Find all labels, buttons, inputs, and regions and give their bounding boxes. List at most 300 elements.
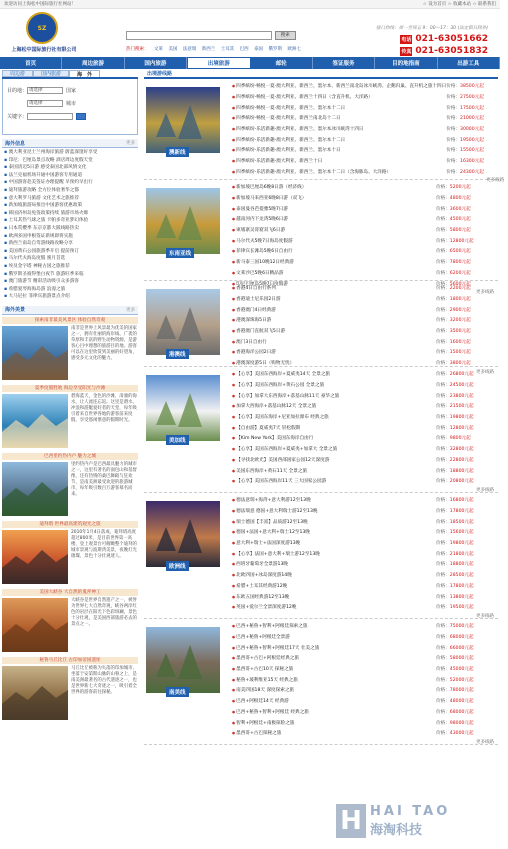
main-nav [0,57,500,69]
section-heading: 出境游线路 [144,70,498,79]
tour-price: 价格：17500元起 [446,105,484,111]
news-item[interactable]: ▪ 印尼：巴厘岛景点攻略 酒店周边度假天堂 [4,157,136,165]
feature-description: 2010年1月4日落成，迪拜塔高度超过800米，是目前世界第一高楼，登上观景台可俯瞰整个迪拜的城市景观与波斯湾美景，夜晚灯光璀璨，景色十分壮观迷人。 [71,529,137,559]
hot-search-link[interactable]: 法意瑞 [182,47,197,52]
keyword-input[interactable] [27,113,73,120]
tour-name[interactable]: ● 四季缤纷-乐活新趣-澳大利亚、新西兰十日 [232,158,446,164]
tour-name[interactable]: ● 印尼巴厘岛5晚7日度假游 [232,281,436,287]
feature-title[interactable]: 夏季度假胜地 海边享受阳光与沙滩 [2,385,138,392]
tour-price: 价格：26800元起 [436,372,474,378]
tour-price: 价格：6200元起 [436,270,471,276]
tour-list [222,81,508,184]
tour-row[interactable] [232,336,498,347]
news-item[interactable]: ▪ 新加坡旅游局推出中国游客优惠政策 [4,202,136,210]
news-item[interactable]: ▪ 土耳其热气球之旅 卡帕多奇亚梦幻体验 [4,217,136,225]
news-item[interactable]: ▪ 俄罗斯圣彼得堡白夜节 旅游旺季来临 [4,271,136,279]
news-list [2,148,138,302]
tour-sections [144,79,505,745]
tour-price: 价格：15600元起 [436,530,474,536]
tour-row[interactable] [232,102,508,113]
tour-row[interactable] [232,193,498,204]
company-name: 上海松中国际旅行社有限公司 [11,47,77,53]
more-routes-link[interactable]: 更多线路 [476,613,494,619]
tour-price: 价格：18500元起 [436,519,474,525]
tour-name[interactable]: ● 美国东西海岸+黄石11天 全景之旅 [232,468,436,474]
tour-name[interactable]: ● 加拿大西海岸+落基山脉12天 全景之旅 [232,403,436,409]
tour-price: 价格：98000元起 [436,720,474,726]
tour-price: 价格：19800元起 [436,415,474,421]
tour-name[interactable]: ● 智利+阿根廷+南极探险之旅 [232,720,436,726]
more-routes-link[interactable]: 更多线路 [476,289,494,295]
tour-row[interactable] [232,347,498,358]
tour-name[interactable]: ● 四季缤纷-畅悦一夏-澳大利亚、新西兰、墨尔本十二日 [232,105,446,111]
search-input[interactable] [126,31,272,40]
tour-search-form: 目的地： 请选择 国家 请选择 城市 关键字： [2,79,138,135]
more-routes-link[interactable]: 更多线路 [476,487,494,493]
tour-price: 价格：19500元起 [436,605,474,611]
tour-name[interactable]: ● 【Kim New York】美国东海岸自由行 [232,435,436,441]
tour-price: 价格：32800元起 [436,447,474,453]
tour-row[interactable] [232,304,498,315]
tour-price: 价格：12800元起 [436,238,474,244]
feature-photo[interactable] [2,598,68,652]
feature-photo[interactable] [2,326,68,380]
tour-row[interactable] [232,412,498,423]
feature-title[interactable]: 迪拜塔 世界最高建筑观光之旅 [2,521,138,528]
tour-price: 价格：17800元起 [436,583,474,589]
fax-number: 传真 021-63051832 [401,46,488,56]
tour-row[interactable] [232,548,498,559]
tour-price: 价格：23800元起 [436,393,474,399]
tour-price: 价格：18800元起 [436,562,474,568]
news-item[interactable]: ▪ 新西兰南岛自驾游线路攻略分享 [4,240,136,248]
tour-name[interactable]: ● 【心享】加拿大东西海岸+落基山脉11天 豪华之旅 [232,393,436,399]
tour-name[interactable]: ● 四季缤纷-畅悦一夏-澳大利亚、新西兰南北岛十二日 [232,115,446,121]
nav-cruise[interactable]: 邮轮 [251,57,313,69]
tour-price: 价格：5800元起 [436,228,471,234]
search-tabs [2,70,138,79]
hot-searches [126,46,305,52]
tour-price: 价格：21500元起 [436,404,474,410]
more-routes-link[interactable]: 更多线路 [476,369,494,375]
tour-name[interactable]: ● 巴西+秘鲁+阿根廷全景游 [232,634,436,640]
search-bar [126,31,296,40]
tour-row[interactable] [232,717,498,728]
tour-name[interactable]: ● 德法意瑞+海湾+意大利游12至13晚 [232,497,436,503]
tour-row[interactable] [232,696,498,707]
tour-name[interactable]: ● 巴西+秘鲁+智利+阿根廷17天 壮美之旅 [232,645,436,651]
tour-row[interactable] [232,390,498,401]
tour-row[interactable] [232,422,498,433]
tour-row[interactable] [232,326,498,337]
news-item[interactable]: ▪ 法兰克福机场开通中国游客专用通道 [4,172,136,180]
feature-item [2,589,138,655]
tour-row[interactable] [232,621,498,632]
search-go-button[interactable] [76,113,86,120]
route-label[interactable]: 东南亚线 [166,248,194,258]
tour-row[interactable] [232,268,498,279]
tour-price: 价格：1600元起 [436,339,471,345]
nav-nearby-tours[interactable]: 周边旅游 [62,57,124,69]
tour-price: 价格：5600元起 [436,281,471,287]
hot-search-link[interactable]: 巴西 [239,47,249,52]
route-label[interactable]: 澳新线 [166,147,189,157]
tab-domestic[interactable]: 国内旅游 [33,70,69,77]
news-more-link[interactable]: 更多 [126,141,135,146]
feature-title[interactable]: 美国大峡谷 大自然的鬼斧神工 [2,589,138,596]
tour-name[interactable]: ● 港澳深珠海5日游 [232,317,436,323]
destination-photo[interactable] [146,87,220,153]
news-item[interactable]: ▪ 欧洲多国申根签证新规即将实施 [4,233,136,241]
destination-photo[interactable] [146,627,220,693]
tour-name[interactable]: ● 秘鲁+玻利维亚15天 经典之旅 [232,677,436,683]
feature-description: 碧海蓝天，金色的沙滩，清澈的海水，让人流连忘返。这里是潜水、冲浪和游艇爱好者的天堂，每年吸引着来自世界各地的游客前来度假，享受悠闲惬意的假期时光。 [71,393,137,423]
tour-row[interactable] [232,538,498,549]
tab-nearby[interactable]: 周边游 [2,70,33,77]
tour-name[interactable]: ● 北欧四国+冰岛深度游14晚 [232,572,436,578]
tour-name[interactable]: ● 四季缤纷-畅悦一夏-澳大利亚、新西兰、墨尔本、新西兰南北岛冰川峡湾、企鹅归巢、直升机之旅十四日 [232,83,446,89]
tour-row[interactable] [232,728,498,739]
tour-row[interactable] [232,156,508,167]
country-select[interactable]: 请选择 [27,87,63,94]
hot-search-link[interactable]: 欧洲七 [287,47,301,52]
tour-name[interactable]: ● 【自由游】夏威夷7天 轻松假期 [232,425,436,431]
tour-price: 价格：3500元起 [436,329,471,335]
top-bar [0,0,500,9]
feature-photo[interactable] [2,530,68,584]
tour-price: 价格：43000元起 [436,731,474,737]
nav-visa[interactable]: 签证服务 [313,57,375,69]
tour-price: 价格：18800元起 [436,468,474,474]
tour-row[interactable] [232,707,498,718]
tour-name[interactable]: ● 【心享】美国东西海岸+夏威夷14天 全景之旅 [232,371,436,377]
tour-name[interactable]: ● 泰国曼谷芭提雅5晚7日游 [232,206,436,212]
hot-search-link[interactable]: 文莱 [153,47,163,52]
tour-section [144,493,498,619]
tour-row[interactable] [232,401,498,412]
tour-name[interactable]: ● 墨西哥+古巴+阿根廷经典之旅 [232,655,436,661]
hot-search-link[interactable]: 美国 [168,47,178,52]
tour-row[interactable] [232,642,498,653]
tour-name[interactable]: ● 香港澳门直航双飞5日游 [232,328,436,334]
tour-price: 价格：3200元起 [436,318,471,324]
tour-name[interactable]: ● 柬埔寨吴哥窟双飞6日游 [232,227,436,233]
tour-name[interactable]: ● 菲律宾长滩岛5晚6日自由行 [232,248,436,254]
tour-name[interactable]: ● 马尔代夫5晚7日海岛度假游 [232,238,436,244]
tour-name[interactable]: ● 【寻找北欧光】美国西部国家公园12天深度游 [232,457,436,463]
tour-name[interactable]: ● 英国+爱尔兰全景深度游12晚 [232,604,436,610]
tour-row[interactable] [232,455,498,466]
phone-icon: 电话 [401,36,412,43]
news-title: 海外信息 [5,140,26,147]
left-column [2,70,138,723]
features-list [2,317,138,723]
right-column [144,70,505,745]
news-item[interactable]: ▪ 澳大利亚昆士兰州海岸旅游 蔚蓝深邃好享受 [4,149,136,157]
tour-price: 价格：17800元起 [436,509,474,515]
tour-name[interactable]: ● 四季缤纷-畅悦一夏-澳大利亚、新西兰十四日（含直升机、大洋路） [232,94,446,100]
tour-list [222,621,498,745]
hot-search-link[interactable]: 新西兰 [201,47,216,52]
nav-domestic-tours[interactable]: 国内旅游 [125,57,187,69]
feature-title[interactable]: 探索南非最美风景区 体验自然奇观 [2,317,138,324]
tour-row[interactable] [232,113,508,124]
tour-row[interactable] [232,214,498,225]
tour-price: 价格：4800元起 [436,196,471,202]
tour-price: 价格：6500元起 [436,249,471,255]
tour-price: 价格：75000元起 [436,624,474,630]
tour-row[interactable] [232,476,498,487]
tour-price: 价格：68000元起 [436,635,474,641]
tour-row[interactable] [232,465,498,476]
nav-home[interactable]: 首页 [0,57,62,69]
destination-photo[interactable] [146,501,220,567]
tour-name[interactable]: ● 香港海洋公园2日游 [232,349,436,355]
tour-row[interactable] [232,294,498,305]
tour-row[interactable] [232,581,498,592]
tour-name[interactable]: ● 香港4日自由行系列 [232,285,436,291]
tour-price: 价格：78000元起 [436,688,474,694]
logo-emblem: SZ [26,12,58,44]
destination-photo[interactable] [146,375,220,441]
tour-price: 价格：16800元起 [436,498,474,504]
tour-row[interactable] [232,145,508,156]
route-label[interactable]: 港澳线 [166,349,189,359]
tour-section [144,367,498,493]
news-item[interactable]: ▪ 埃及金字塔 神秘古国之旅推荐 [4,263,136,271]
more-routes-link[interactable]: 更多线路 [486,178,505,184]
tour-row[interactable] [232,570,498,581]
tour-row[interactable] [232,591,498,602]
news-item[interactable]: ▪ 中国游客赴美签证办理提醒 早预约早出行 [4,179,136,187]
tour-name[interactable]: ● 西班牙葡萄牙全景游13晚 [232,561,436,567]
tour-name[interactable]: ● 瑞士德国【丰富】品质游12至13晚 [232,519,436,525]
tour-row[interactable] [232,134,508,145]
feature-title[interactable]: 巴西里约热内卢 魅力之城 [2,453,138,460]
tour-price: 价格：9800元起 [436,436,471,442]
news-item[interactable]: ▪ 迪拜旅游攻略 全方位体验奢华之都 [4,187,136,195]
tour-price: 价格：4500元起 [436,217,471,223]
welcome-text: 欢迎访问上海松中国际旅行社网站！ [4,2,76,7]
more-routes-link[interactable]: 更多线路 [476,739,494,745]
nav-destination-guide[interactable]: 目的地指南 [375,57,437,69]
tour-price: 价格：12800元起 [436,425,474,431]
news-item[interactable]: ▪ 泰国清迈5日游 感受泰国北部风情文化 [4,164,136,172]
feature-photo[interactable] [2,666,68,720]
news-item[interactable]: ▪ 澳门旅游节 精彩活动吸引众多游客 [4,278,136,286]
tab-overseas[interactable]: 海 外 [69,70,100,77]
tour-name[interactable]: ● 文莱沙巴5晚6日精品游 [232,270,436,276]
feature-photo[interactable] [2,394,68,448]
tour-name[interactable]: ● 香港澳门4日经典游 [232,307,436,313]
tour-section [144,79,505,184]
tour-name[interactable]: ● 【心享】美国东西海岸11天 三大国家公园游 [232,478,436,484]
tour-name[interactable]: ● 港澳深度游5日（购物无忧） [232,360,436,366]
news-item[interactable]: ▪ 美国黄石公园旅游季开启 提前预订 [4,248,136,256]
search-button[interactable]: 搜索 [275,31,296,40]
tour-name[interactable]: ● 香港迪士尼乐园2日游 [232,296,436,302]
feature-item [2,385,138,451]
tour-list [222,369,498,493]
tour-name[interactable]: ● 【心享】美国东西海岸+黄石公园 全景之旅 [232,382,436,388]
tour-price: 价格：48000元起 [436,699,474,705]
feature-item [2,317,138,383]
feature-title[interactable]: 秘鲁马丘比丘 古印加帝国遗址 [2,657,138,664]
news-item[interactable]: ▪ 大马尼拉 菲律宾旅游景点介绍 [4,293,136,301]
tour-row[interactable] [232,182,498,193]
tour-name[interactable]: ● 四季缤纷-乐活新趣-澳大利亚、新西兰、墨尔本冰川峡湾十四日 [232,126,446,132]
tour-name[interactable]: ● 四季缤纷-乐活新趣-澳大利亚、新西兰、墨尔本十二日 [232,137,446,143]
tour-name[interactable]: ● 【心享】美国东西海岸+夏威夷+加拿大 全景之旅 [232,446,436,452]
news-item[interactable]: ▪ 意大利罗马旅游 文化艺术之旅推荐 [4,195,136,203]
news-item[interactable]: ▪ 韩国济州岛免签政策持续 旅游市场火爆 [4,210,136,218]
tour-row[interactable] [232,516,498,527]
tour-price: 价格：27500元起 [446,95,484,101]
features-title: 海外美景 [5,307,26,314]
route-label[interactable]: 美加线 [166,435,189,445]
tour-price: 价格：2900元起 [436,307,471,313]
keyword-label: 关键字： [7,114,28,120]
hot-search-link[interactable]: 土耳其 [220,47,235,52]
tour-row[interactable] [232,495,498,506]
feature-item [2,453,138,519]
logo[interactable] [4,12,82,52]
tour-name[interactable]: ● 巴西+秘鲁+智利+阿根廷探索之旅 [232,623,436,629]
news-item[interactable]: ▪ 希腊爱琴海海岛游 浪漫之旅 [4,286,136,294]
city-select[interactable]: 请选择 [27,100,63,107]
tour-name[interactable]: ● 新马泰三国10晚12日经典游 [232,259,436,265]
tour-row[interactable] [232,257,498,268]
route-label[interactable]: 欧洲线 [166,561,189,571]
tour-row[interactable] [232,380,498,391]
tour-name[interactable]: ● 德法瑞意 德国+意大利瑞士游12至13晚 [232,508,436,514]
tour-price: 价格：68000元起 [436,709,474,715]
tour-price: 价格：22800元起 [436,457,474,463]
tour-price: 价格：15500元起 [446,148,484,154]
header [0,9,500,57]
tour-row[interactable] [232,203,498,214]
feature-item [2,657,138,723]
tour-name[interactable]: ● 新加坡巴厘岛6晚8日游（经济线） [232,184,436,190]
feature-item [2,521,138,587]
tour-list [222,495,498,619]
tour-price: 价格：20800元起 [436,479,474,485]
tour-row[interactable] [232,225,498,236]
feature-description: 南非是世界上风景最为优美的国家之一，拥有壮丽的海岸线、广袤的草原和丰富的野生动物资源，是游客心目中理想的旅游目的地。游客可以在这里欣赏到美丽的好望角，感受多元文化的魅力。 [71,325,137,361]
news-box-header [2,139,138,148]
destination-photo[interactable] [146,289,220,355]
fax-icon: 传真 [401,48,412,55]
hot-search-link[interactable]: 俄罗斯 [268,47,282,52]
hot-search-link[interactable]: 泰国 [254,47,264,52]
tour-price: 价格：66000元起 [436,645,474,651]
tour-name[interactable]: ● 东欧五国经典游12至13晚 [232,594,436,600]
tour-row[interactable] [232,559,498,570]
destination-label: 目的地： [7,88,28,94]
feature-description: 大峡谷是世界自然遗产之一，被誉为世界七大自然奇观，峡谷两岸红色的岩层在阳光下色彩斑斓，景色十分壮观，是美国西部旅游必去的景点之一。 [71,597,137,627]
tour-row[interactable] [232,664,498,675]
tour-row[interactable] [232,527,498,538]
destination-photo[interactable] [146,188,220,254]
tour-name[interactable]: ● 墨西哥+古巴10天 探秘之旅 [232,666,436,672]
tour-row[interactable] [232,167,508,178]
tour-row[interactable] [232,369,498,380]
nav-outbound-tours[interactable]: 出境旅游 [187,57,250,69]
tour-row[interactable] [232,674,498,685]
tour-name[interactable]: ● 澳门3日自由行 [232,339,436,345]
tour-row[interactable] [232,685,498,696]
tour-name[interactable]: ● 【心享】法国+意大利+瑞士游12至13晚 [232,551,436,557]
tour-price: 价格：2200元起 [436,286,471,292]
tour-row[interactable] [232,283,498,294]
tour-section [144,619,498,745]
tour-price: 价格：52000元起 [436,677,474,683]
tour-price: 价格：1500元起 [436,350,471,356]
tour-name[interactable]: ● 巴西+阿根廷14天 经典游 [232,698,436,704]
tour-row[interactable] [232,124,508,135]
tour-name[interactable]: ● 四季缤纷-乐活新趣-澳大利亚、新西兰、墨尔本十二日（含海豚岛、大洋路） [232,169,446,175]
tour-row[interactable] [232,444,498,455]
tour-price: 价格：58000元起 [436,656,474,662]
tour-row[interactable] [232,632,498,643]
tour-price: 价格：21000元起 [446,116,484,122]
tour-price: 价格：19500元起 [446,137,484,143]
news-item[interactable]: ▪ 马尔代夫海岛度假 蜜月首选 [4,255,136,263]
features-more-link[interactable]: 更多 [126,307,135,313]
feature-description: 马丘比丘被称为失落的印加城市，坐落于安第斯山脉的山脊之上，是南美洲最著名的古代遗迹之一，也是世界新七大奇迹之一，吸引着全世界的游客前往探秘。 [71,665,137,695]
tour-row[interactable] [232,653,498,664]
tour-name[interactable]: ● 意大利+瑞士+法国深度游13晚 [232,540,436,546]
tour-name[interactable]: ● 德国+法国+意大利+瑞士12至13晚 [232,529,436,535]
tour-row[interactable] [232,315,498,326]
tour-row[interactable] [232,246,498,257]
tour-price: 价格：28500元起 [436,573,474,579]
tour-row[interactable] [232,506,498,517]
watermark-en: HAI TAO [370,804,451,819]
tour-name[interactable]: ● 墨西哥+古巴探秘之旅 [232,730,436,736]
tour-price: 价格：24500元起 [436,383,474,389]
tour-name[interactable]: ● 【心享】美国东海岸+尼亚加拉瀑布 经典之旅 [232,414,436,420]
tour-row[interactable] [232,602,498,613]
top-links[interactable]: ☆ 设为首页 ☆ 收藏本站 ☆ 联系我们 [422,2,496,7]
tour-price: 价格：38500元起 [446,84,484,90]
tour-price: 价格：1800元起 [436,297,471,303]
tour-name[interactable]: ● 南美四国18天 深度探索之旅 [232,687,436,693]
tour-name[interactable]: ● 希腊+土耳其经典游12晚 [232,583,436,589]
tour-name[interactable]: ● 越南河内下龙湾5晚6日游 [232,216,436,222]
tour-price: 价格：19800元起 [436,541,474,547]
tour-row[interactable] [232,433,498,444]
watermark-cn: 海淘科技 [370,823,423,838]
tour-price: 价格：3600元起 [436,206,471,212]
tour-name[interactable]: ● 巴西+秘鲁+智利+阿根廷 经典之旅 [232,709,436,715]
watermark-h-icon: H [336,804,366,838]
route-label[interactable]: 南美线 [166,687,189,697]
service-hours: 接口热线：周一至周五 9：00—17：30 (法定假日除外) [376,26,488,31]
tour-row[interactable] [232,81,508,92]
tour-row[interactable] [232,92,508,103]
tour-price: 价格：5200元起 [436,185,471,191]
tour-row[interactable] [232,235,498,246]
feature-description: 里约热内卢是巴西最具魅力的城市之一，这里有著名的面包山和基督像，还有热情的桑巴舞蹈与狂欢节，是南美洲最受欢迎的旅游城市，每年吸引数百万游客慕名而来。 [71,461,137,497]
tour-price: 价格：13800元起 [436,594,474,600]
nav-travel-tools[interactable]: 出游工具 [438,57,500,69]
hot-search-label: 热门搜索： [126,47,149,52]
feature-photo[interactable] [2,462,68,516]
tour-name[interactable]: ● 新加坡马来西亚6晚8日游（双飞） [232,195,436,201]
tour-name[interactable]: ● 四季缤纷-乐活新趣-澳大利亚、新西兰、墨尔本十日 [232,147,446,153]
news-item[interactable]: ▪ 日本赏樱季 东京京都大阪线路热卖 [4,225,136,233]
